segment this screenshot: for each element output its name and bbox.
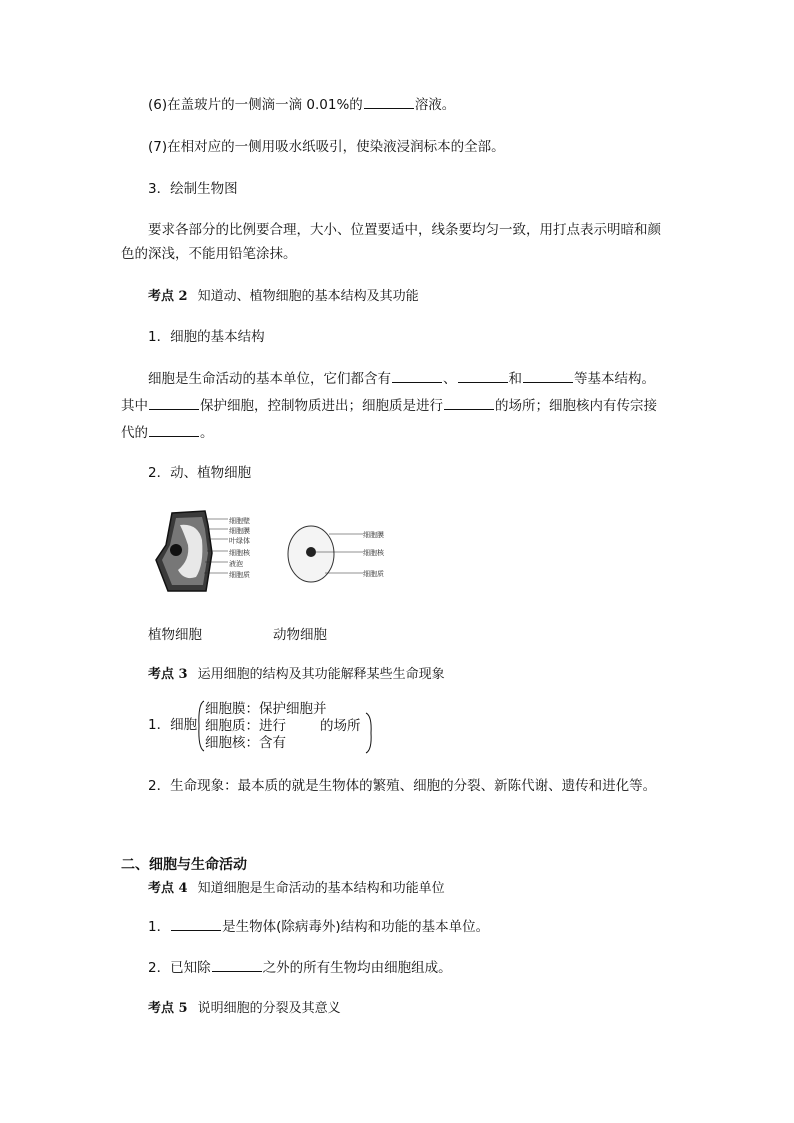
pa-t2: 、 xyxy=(443,371,457,387)
kaodian-3 xyxy=(148,666,445,684)
blank-8 xyxy=(212,959,262,972)
step-7: (7)在相对应的一侧用吸水纸吸引，使染液浸润标本的全部。 xyxy=(148,139,505,155)
question-2 xyxy=(148,959,452,977)
pa-t1: 细胞是生命活动的基本单位，它们都含有 xyxy=(148,371,391,387)
q2-pre: 2．已知除 xyxy=(148,960,211,976)
step-6 xyxy=(148,96,455,114)
blank-6 xyxy=(149,424,199,437)
kaodian-4 xyxy=(148,880,445,898)
step-6-text: (6)在盖玻片的一侧滴一滴 0.01%的 xyxy=(148,97,363,113)
plant-label-3: 细胞核 xyxy=(229,549,250,557)
plant-label-2: 叶绿体 xyxy=(229,537,250,545)
q1-post: 是生物体(除病毒外)结构和功能的基本单位。 xyxy=(222,919,490,935)
brace-row-cytoplasm-b: 的场所 xyxy=(320,718,361,734)
paragraph-draw-1: 要求各部分的比例要合理，大小、位置要适中，线条要均匀一致，用打点表示明暗和颜 xyxy=(148,222,661,238)
brace-lead: 1．细胞 xyxy=(148,717,198,733)
paragraph-structure-3 xyxy=(121,424,214,442)
kaodian-3-label: 考点 3 xyxy=(148,667,188,682)
pa-t3: 和 xyxy=(508,371,522,387)
caption-plant: 植物细胞 xyxy=(148,627,202,643)
blank-2 xyxy=(458,370,508,383)
pb-t2: 保护细胞，控制物质进出；细胞质是进行 xyxy=(200,398,443,414)
pa-t4: 等基本结构。 xyxy=(574,371,655,387)
blank-1 xyxy=(392,370,442,383)
brace-row-nucleus: 细胞核：含有 xyxy=(205,735,286,751)
brace-row-cytoplasm xyxy=(205,717,361,735)
q2-post: 之外的所有生物均由细胞组成。 xyxy=(262,960,452,976)
kaodian-2-text: 知道动、植物细胞的基本结构及其功能 xyxy=(197,289,419,304)
animal-label-0: 细胞膜 xyxy=(363,531,384,539)
plant-label-4: 液泡 xyxy=(229,560,243,568)
kaodian-2-label: 考点 2 xyxy=(148,289,188,304)
pb-t3: 的场所；细胞核内有传宗接 xyxy=(495,398,657,414)
plant-nucleus xyxy=(170,544,182,556)
plant-label-0: 细胞壁 xyxy=(229,517,250,525)
animal-label-2: 细胞质 xyxy=(363,570,384,578)
blank-4 xyxy=(149,397,199,410)
section-2-title: 二、细胞与生命活动 xyxy=(121,857,247,873)
animal-cell-figure xyxy=(285,518,365,588)
plant-label-5: 细胞质 xyxy=(229,571,250,579)
paragraph-draw-2: 色的深浅，不能用铅笔涂抹。 xyxy=(121,246,297,262)
kaodian-2 xyxy=(148,288,419,306)
kaodian-4-label: 考点 4 xyxy=(148,881,188,896)
kaodian-5-text: 说明细胞的分裂及其意义 xyxy=(197,1001,341,1016)
pc-t2: 。 xyxy=(200,425,214,441)
plant-label-1: 细胞膜 xyxy=(229,527,250,535)
kaodian-3-text: 运用细胞的结构及其功能解释某些生命现象 xyxy=(197,667,445,682)
heading-draw: 3．绘制生物图 xyxy=(148,181,238,197)
blank-solution xyxy=(364,96,414,109)
paragraph-structure-2 xyxy=(121,397,657,415)
q1-pre: 1． xyxy=(148,919,171,935)
blank-5 xyxy=(444,397,494,410)
animal-nucleus xyxy=(306,547,316,557)
life-phenomena: 2．生命现象：最本质的就是生物体的繁殖、细胞的分裂、新陈代谢、遗传和进化等。 xyxy=(148,778,657,794)
kaodian-5-label: 考点 5 xyxy=(148,1001,188,1016)
blank-7 xyxy=(171,918,221,931)
heading-cells: 2．动、植物细胞 xyxy=(148,465,252,481)
brace-row-cytoplasm-a: 细胞质：进行 xyxy=(205,718,286,734)
caption-animal: 动物细胞 xyxy=(273,627,327,643)
pb-t1: 其中 xyxy=(121,398,148,414)
pc-t1: 代的 xyxy=(121,425,148,441)
brace-row-membrane: 细胞膜：保护细胞并 xyxy=(205,701,327,717)
paragraph-structure-1 xyxy=(148,370,655,388)
step-6-suffix: 溶液。 xyxy=(414,97,456,113)
left-brace xyxy=(197,700,205,752)
blank-3 xyxy=(523,370,573,383)
animal-label-1: 细胞核 xyxy=(363,549,384,557)
question-1 xyxy=(148,918,489,936)
heading-basic-structure: 1．细胞的基本结构 xyxy=(148,329,265,345)
kaodian-4-text: 知道细胞是生命活动的基本结构和功能单位 xyxy=(197,881,445,896)
right-brace xyxy=(365,712,373,754)
kaodian-5 xyxy=(148,1000,341,1018)
